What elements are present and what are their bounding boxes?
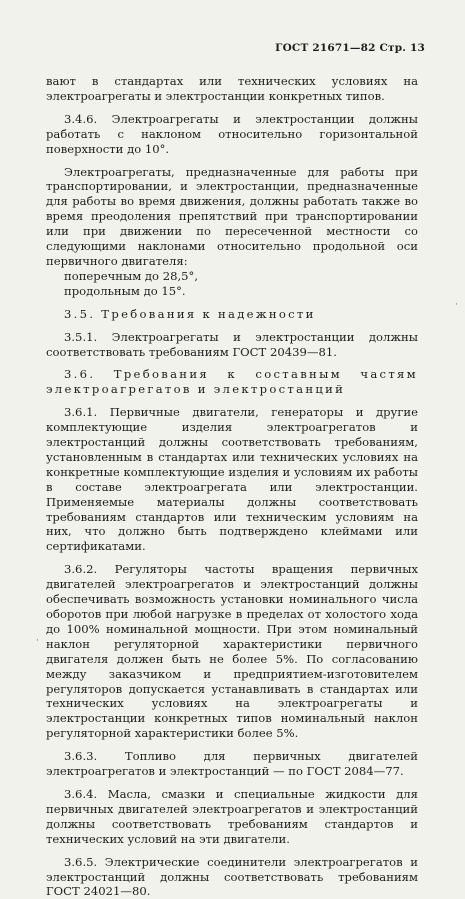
margin-speck: · xyxy=(455,300,458,310)
paragraph-3-6-1: 3.6.1. Первичные двигатели, генераторы и другие комплектующие изделия электроагрегатов и электростанций должны соответствовать требованиям, установленным в стандартах или технических условиях на конкретные комплектующие изделия и условиям их работы в составе электроагрегата или электростанции. Применяемые материалы должны соответствовать требованиям стандартов или техническим условиям на них, что должно быть подтверждено клеймами или сертификатами. xyxy=(46,405,418,554)
section-heading-3-5: 3.5. Требования к надежности xyxy=(64,306,316,321)
paragraph-3-6-2: 3.6.2. Регуляторы частоты вращения первичных двигателей электроагрегатов и электростанций должны обеспечивать возможность установки номинального числа оборотов при любой нагрузке в пределах от холостого хода до 100% номинальной мощности. При этом номинальный наклон регуляторной характеристики первичного двигателя должен быть не более 5%. По согласованию между заказчиком и предприятием-изготовителем регуляторов допускается устанавливать в стандартах или технических условиях на электроагрегаты и электростанции конкретных типов номинальный наклон регуляторной характеристики более 5%. xyxy=(46,562,418,741)
corner-speck: · xyxy=(36,636,39,646)
paragraph-transverse-tilt: поперечным до 28,5°, xyxy=(64,268,199,283)
section-heading-3-6: 3.6. Требования к составным частям электроагрегатов и электростанций xyxy=(46,367,418,397)
paragraph-transport: Электроагрегаты, предназначенные для работы при транспортировании, и электростанции, предназначенные для работы во время движения, должны работать также во время преодоления препятствий при транспортировании или при движении по пересеченной местности со следующими наклонами относительно продольной оси первичного двигателя: xyxy=(46,164,418,268)
paragraph-3-6-4: 3.6.4. Масла, смазки и специальные жидкости для первичных двигателей электроагрегатов и электростанций должны соответствовать требованиям стандартов и технических условий на эти двигатели. xyxy=(46,786,418,846)
paragraph-3-6-3: 3.6.3. Топливо для первичных двигателей электроагрегатов и электростанций — по ГОСТ 2084—77. xyxy=(46,749,418,779)
paragraph-3-6-5: 3.6.5. Электрические соединители электроагрегатов и электростанций должны соответствовать требованиям ГОСТ 24021—80. xyxy=(46,854,418,899)
document-body xyxy=(46,74,418,899)
paragraph-3-4-6: 3.4.6. Электроагрегаты и электростанции должны работать с наклоном относительно горизонтальной поверхности до 10°. xyxy=(46,111,418,156)
paragraph-longitudinal-tilt: продольным до 15°. xyxy=(64,283,186,298)
paragraph-3-5-1: 3.5.1. Электроагрегаты и электростанции должны соответствовать требованиям ГОСТ 20439—81. xyxy=(46,329,418,359)
paragraph-continuation: вают в стандартах или технических условиях на электроагрегаты и электростанции конкретных типов. xyxy=(46,74,418,103)
page-header: ГОСТ 21671—82 Стр. 13 xyxy=(275,42,425,54)
